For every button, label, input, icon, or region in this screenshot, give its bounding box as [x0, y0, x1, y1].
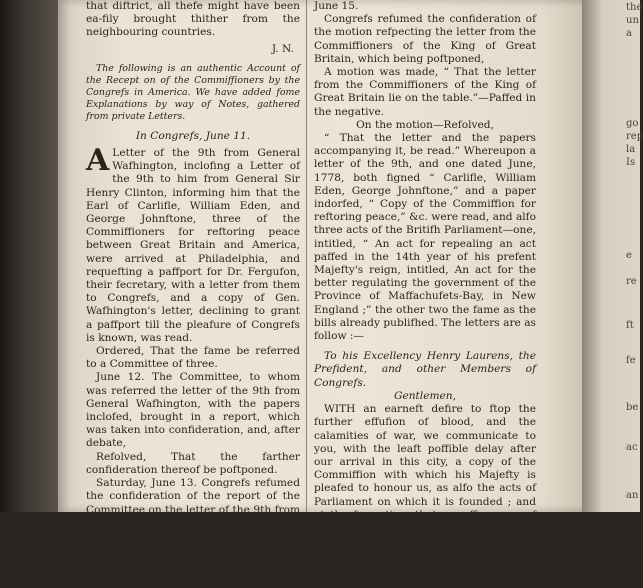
right-fragment: the	[626, 2, 643, 13]
right-fragment: Is	[626, 157, 636, 168]
right-fragment: re	[626, 276, 637, 287]
right-fragment: a	[626, 28, 632, 39]
right-fragment: fe	[626, 355, 636, 366]
right-fragment: an	[626, 490, 639, 501]
paragraph-4: Refolved, That the farther confideration thereof be poftponed.	[86, 450, 300, 476]
right-fragment: e	[626, 250, 632, 261]
column-rule	[306, 0, 307, 512]
signature: J. N.	[271, 42, 294, 55]
paragraph-1	[86, 143, 300, 345]
right-fragment: be	[626, 402, 639, 413]
paragraph-6: During the debate, an exprefs arrived with a letter of the 11th from General	[86, 543, 300, 569]
dateline: In Congrefs, June 11.	[135, 129, 251, 142]
right-fragment: ac	[626, 442, 638, 453]
right-fragment: la	[626, 144, 636, 155]
paragraph-3: June 12. The Committee, to whom was referred the letter of the 9th from General Wafhington, with the papers inclofed, brought in a report, which was taken into confideration, and, after debate,	[86, 371, 300, 450]
left-column	[86, 0, 300, 570]
right-top-fragment: June 15.	[314, 0, 359, 12]
right-fragment: ft	[626, 320, 634, 331]
paragraph-1-text: Letter of the 9th from General Wafhington, inclofing a Letter of the 9th to him from General Sir Henry Clinton, informing him that the Earl of Carlifle, William Eden, and George Johnftone, three of the Commiffioners for reftoring peace between Great Britain and America, were arrived at Philadelphia, and requefting a paffport for Dr. Fergufon, their fecretary, with a letter from them to Congrefs, and a copy of Gen. Wafhington's letter, declining to grant a paffport till the pleafure of Congrefs is known, was read.	[86, 147, 300, 344]
right-paragraph-5: WITH an earneft defire to ftop the further effufion of blood, and the calamities of war, we communicate to you, with the leaft poffible delay after our arrival in this city, a copy of the Commiffion with which his Majefty is pleafed to honour us, as alfo the acts of Parliament on which it is founded ; and at the fame time that we affure you of our moft earneft defire to re-eftablifh, on the bafis of equal freedom and mutual fafety, the tranquility of this once happy empire, you will obferve, that we are vefted with powers equal to the pur-	[314, 403, 536, 587]
intro-note: The following is an authentic Account of the Recept on of the Commiffioners by the Congrefs in America. We have added fome Explanations by way of Notes, gathered from private Letters.	[86, 62, 300, 122]
right-column	[314, 0, 536, 588]
letter-address: To his Excellency Henry Laurens, the Prefident, and other Members of Congrefs.	[314, 350, 536, 389]
right-paragraph-2: A motion was made, “ That the letter from the Commiffioners of the King of Great Britain lie on the table.”—Paffed in the negative.	[314, 66, 536, 118]
paragraph-2: Ordered, That the fame be referred to a Committee of three.	[86, 345, 300, 371]
drop-cap: A	[86, 143, 110, 179]
left-top-fragment: that diftrict, all thefe might have been ea-fily brought thither from the neighbouring countries.	[86, 0, 300, 39]
adjacent-left-page	[0, 0, 58, 512]
right-paragraph-4: “ That the letter and the papers accompanying it, be read.” Whereupon a letter of the 9th, and one dated June, 1778, both figned “ Carlifle, William Eden, George Johnftone,” and a paper indorfed, “ Copy of the Commiffion for reftoring peace,” &c. were read, and alfo three acts of the Britifh Parliament—one, intitled, “ An act for repealing an act paffed in the 14th year of his prefent Majefty's reign, intitled, An act for the better regulating the government of the Province of Maffachufets-Bay, in New England ;” the other two the fame as the bills already publifhed. The letters are as follow :—	[314, 132, 536, 343]
right-paragraph-3: On the motion—Refolved,	[356, 118, 494, 131]
right-fragment: go	[626, 118, 639, 129]
right-paragraph-1: Congrefs refumed the confideration of the motion refpecting the letter from the Commiffioners of the King of Great Britain, which being poftponed,	[314, 13, 536, 65]
right-fragment: un	[626, 15, 639, 26]
paragraph-5: Saturday, June 13. Congrefs refumed the confideration of the report of the Committee on the letter of the 9th from General Wafhington, with the papers inclofed.	[86, 477, 300, 542]
right-fragment: rep	[626, 131, 643, 142]
letter-salutation: Gentlemen,	[394, 389, 456, 402]
